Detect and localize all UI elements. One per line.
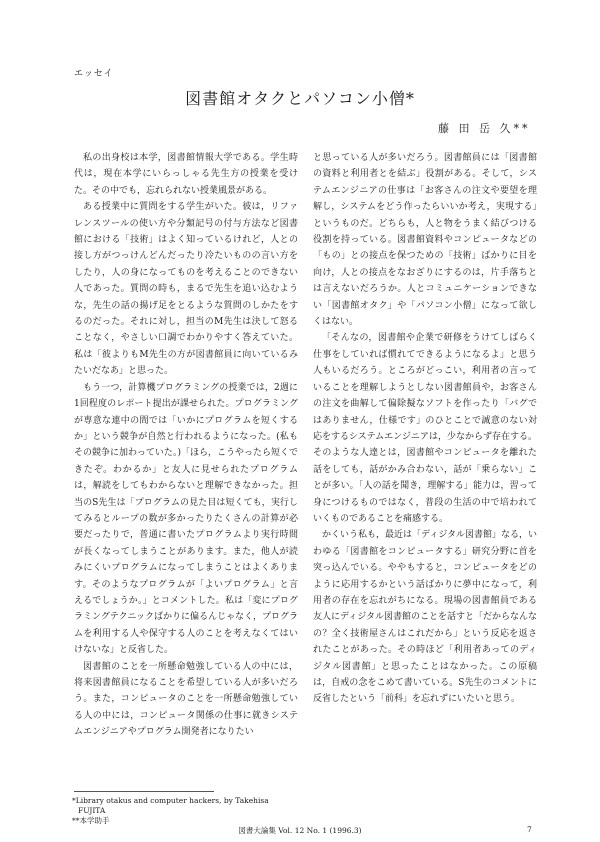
paragraph: 私の出身校は本学，図書館情報大学である。学生時代は，現在本学にいらっしゃる先生方の授業を受けた。その中でも，忘れられない授業風景がある。 [74, 153, 298, 196]
journal-citation: 図書大論集 Vol. 12 No. 1 (1996.3) [238, 826, 362, 835]
page-number: 7 [527, 825, 532, 834]
author-name: 藤 田 岳 久** [438, 122, 531, 135]
paragraph: かくいう私も，最近は「ディジタル図書館」なる，いわゆる「図書館をコンピュータする」研究分野に首を突っ込んでいる。ややもすると，コンピュータをどのように応用するかという話ばかりに夢中になって，利用者の存在を忘れがちになる。現場の図書館員である友人にディジタル図書館のことを話すと「だからなんなの？全く技術屋さんはこれだから」という反応を返されたことがあった。その時ほど「利用者あってのディジタル図書館」と思ったことはなかった。この原稿は，自戒の念をこめて書いている。S先生のコメントに反省したという「前科」を忘れずにいたいと思う。 [313, 530, 537, 705]
section-label: エッセイ [74, 69, 114, 79]
paragraph: 図書館のことを一所懸命勉強している人の中には，将来図書館員になることを希望している人が多いだろう。また，コンピュータのことを一所懸命勉強している人の中には，コンピュータ関係の仕事に就きシステムエンジニアやプログラム開発者になりたい [74, 661, 298, 738]
footnote-author-surname: FUJITA [78, 806, 106, 815]
left-column [74, 150, 298, 741]
footnote-english-title: *Library otakus and computer hackers, by Takehisa [72, 796, 269, 805]
footnote-divider [74, 791, 214, 792]
footnotes [72, 796, 312, 826]
right-column [313, 150, 537, 708]
paragraph: と思っている人が多いだろう。図書館員には「図書館の資料と利用者とを結ぶ」役割がある。そして，システムエンジニアの仕事は「お客さんの注文や要望を理解し，システムをどう作ったらいいか考え，実現する」というものだ。どちらも，人と物をうまく結びつける役割を持っている。図書館資料やコンピュータなどの「もの」との接点を保つための「技術」ばかりに目を向け，人との接点をなおざりにするのは，片手落ちとは言えないだろうか。人とコミュニケーションできない「図書館オタク」や「パソコン小僧」になって欲しくはない。 [313, 153, 537, 328]
article-title: 図書館オタクとパソコン小僧* [185, 89, 415, 108]
paragraph: 「そんなの，図書館や企業で研修をうけてしばらく仕事をしていれば慣れてできるようになるよ」と思う人もいるだろう。ところがどっこい，利用者の言っていることを理解しようとしない図書館員や，お客さんの注文を曲解して偏除擬なソフトを作ったり「バグではありません，仕様です」のひとことで誠意のない対応をするシステムエンジニアは，少なからず存在する。そのような人達とは，図書館やコンピュータを離れた話をしても，話がかみ合わない，話が「乗らない」ことが多い。「人の話を聞き，理解する」能力は，習って身につけるものではなく，普段の生活の中で培われていくものであることを痛感する。 [313, 333, 537, 524]
paragraph: もう一つ，計算機プログラミングの授業では，2週に1回程度のレポート提出が課せられた。プログラミングが専意な連中の間では「いかにプログラムを短くするか」という競争が自然と行われるようになった。(私もその競争に加わっていた。)「ほら，こうやったら短くできたぞ。わかるか」と友人に見せられたプログラムは，解読をしてもわからないと理解できなかった。担当のS先生は「プログラムの見た目は短くても，実行してみるとループの数が多かったりたくさんの計算が必要だったりで，普通に書いたプログラムより実行時間が長くなってしまうことがあります。また，他人が読みにくいプログラムになってしまうことはよくあります。そのようなプログラムが「よいプログラム」と言えるでしょうか。」とコメントした。私は「変にプログラミングテクニックばかりに偏るんじゃなく，プログラムを利用する人や保守する人のことを考えなくてはいけないな」と反省した。 [74, 382, 298, 656]
footnote-affiliation: **本学助手 [72, 816, 110, 825]
paragraph: ある授業中に質問をする学生がいた。彼は，リファレンスツールの使い方や分類記号の付与方法など図書館における「技術」はよく知っているけれど，人との接し方がつっけんどんだったり冷たいものの言い方をしたり，人の身になってものを考えることのできない人であった。質問の時も，まるで先生を追い込むような，先生の話の揚げ足をとるような質問のしかたをするのだった。それに対し，担当のM先生は決して怒ることなく，やさしい口調でわかりやすく答えていた。私は「彼よりもM先生の方が図書館員に向いているみたいだなあ」と思った。 [74, 202, 298, 377]
